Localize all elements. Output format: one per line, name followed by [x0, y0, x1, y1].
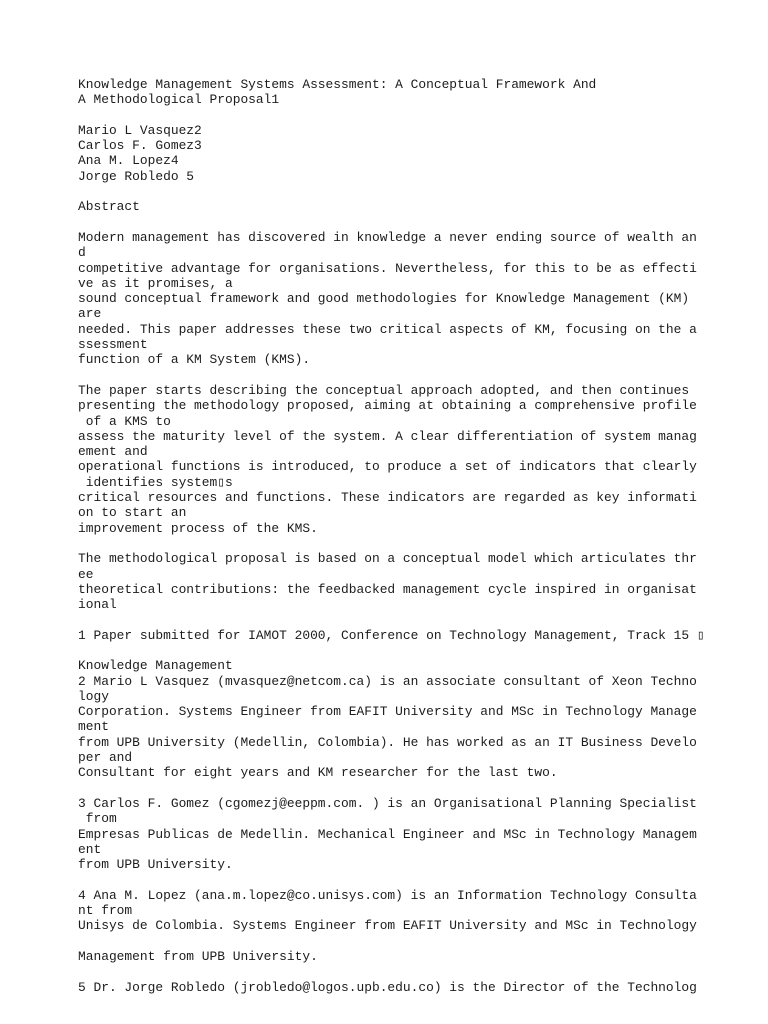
text-line: function of a KM System (KMS).	[78, 352, 311, 368]
text-line: 4 Ana M. Lopez (ana.m.lopez@co.unisys.com) is an Information Technology Consulta	[78, 887, 697, 903]
text-line	[78, 536, 705, 551]
text-line: Management from UPB University.	[78, 948, 318, 964]
text-line: ssessment	[78, 337, 148, 353]
text-line	[78, 964, 705, 979]
text-line: assess the maturity level of the system. A clear differentiation of system manag	[78, 428, 697, 444]
text-line	[78, 934, 705, 949]
text-line: Empresas Publicas de Medellin. Mechanical Engineer and MSc in Technology Managem	[78, 826, 697, 842]
text-line: Carlos F. Gomez3	[78, 138, 202, 154]
text-line: logy	[78, 688, 109, 704]
text-line	[78, 872, 705, 887]
text-line	[78, 643, 705, 658]
text-line: theoretical contributions: the feedbacked management cycle inspired in organisat	[78, 581, 697, 597]
text-line: presenting the methodology proposed, aiming at obtaining a comprehensive profile	[78, 398, 697, 414]
text-line: are	[78, 306, 102, 322]
text-line	[78, 108, 705, 123]
text-line: Corporation. Systems Engineer from EAFIT University and MSc in Technology Manage	[78, 704, 697, 720]
text-line: ve as it promises, a	[78, 275, 233, 291]
text-line: The paper starts describing the conceptual approach adopted, and then continues	[78, 382, 690, 398]
text-line: Unisys de Colombia. Systems Engineer from EAFIT University and MSc in Technology	[78, 918, 697, 934]
text-line: nt from	[78, 903, 133, 919]
text-line: sound conceptual framework and good methodologies for Knowledge Management (KM)	[78, 291, 690, 307]
text-line: per and	[78, 750, 133, 766]
text-line	[78, 612, 705, 627]
text-line: needed. This paper addresses these two critical aspects of KM, focusing on the a	[78, 321, 697, 337]
text-line: from	[78, 811, 117, 827]
text-line: improvement process of the KMS.	[78, 520, 318, 536]
text-line: Knowledge Management Systems Assessment: A Conceptual Framework And	[78, 77, 597, 92]
document-text	[78, 77, 705, 995]
text-line: The methodological proposal is based on a conceptual model which articulates thr	[78, 551, 697, 567]
text-line: from UPB University (Medellin, Colombia). He has worked as an IT Business Develo	[78, 734, 697, 750]
text-line: from UPB University.	[78, 857, 233, 873]
text-line: Jorge Robledo 5	[78, 168, 195, 184]
text-line: Mario L Vasquez2	[78, 122, 202, 138]
text-line: competitive advantage for organisations. Nevertheless, for this to be as effecti	[78, 260, 697, 276]
text-line: 1 Paper submitted for IAMOT 2000, Conference on Technology Management, Track 15 ▯	[78, 627, 705, 643]
text-line: d	[78, 245, 86, 261]
text-line: 3 Carlos F. Gomez (cgomezj@eeppm.com. ) is an Organisational Planning Specialist	[78, 795, 697, 811]
text-line: identifies system▯s	[78, 474, 233, 490]
text-line: A Methodological Proposal1	[78, 92, 280, 108]
text-line: 5 Dr. Jorge Robledo (jrobledo@logos.upb.edu.co) is the Director of the Technolog	[78, 979, 697, 995]
text-line	[78, 215, 705, 230]
text-line: critical resources and functions. These indicators are regarded as key informati	[78, 490, 697, 506]
text-line: 2 Mario L Vasquez (mvasquez@netcom.ca) is an associate consultant of Xeon Techno	[78, 673, 697, 689]
text-line: operational functions is introduced, to produce a set of indicators that clearly	[78, 459, 697, 475]
text-line: ee	[78, 566, 94, 582]
text-line: Knowledge Management	[78, 658, 233, 674]
text-line: of a KMS to	[78, 413, 171, 429]
text-line: Consultant for eight years and KM researcher for the last two.	[78, 765, 558, 781]
text-line	[78, 781, 705, 796]
text-line	[78, 368, 705, 383]
text-line: Ana M. Lopez4	[78, 153, 179, 169]
text-line: ent	[78, 841, 102, 857]
text-line: on to start an	[78, 505, 187, 521]
text-line: Modern management has discovered in knowledge a never ending source of wealth an	[78, 229, 697, 245]
text-line: Abstract	[78, 199, 140, 215]
text-line: ement and	[78, 444, 148, 460]
text-line	[78, 184, 705, 199]
text-line: ment	[78, 719, 109, 735]
text-line: ional	[78, 597, 117, 613]
